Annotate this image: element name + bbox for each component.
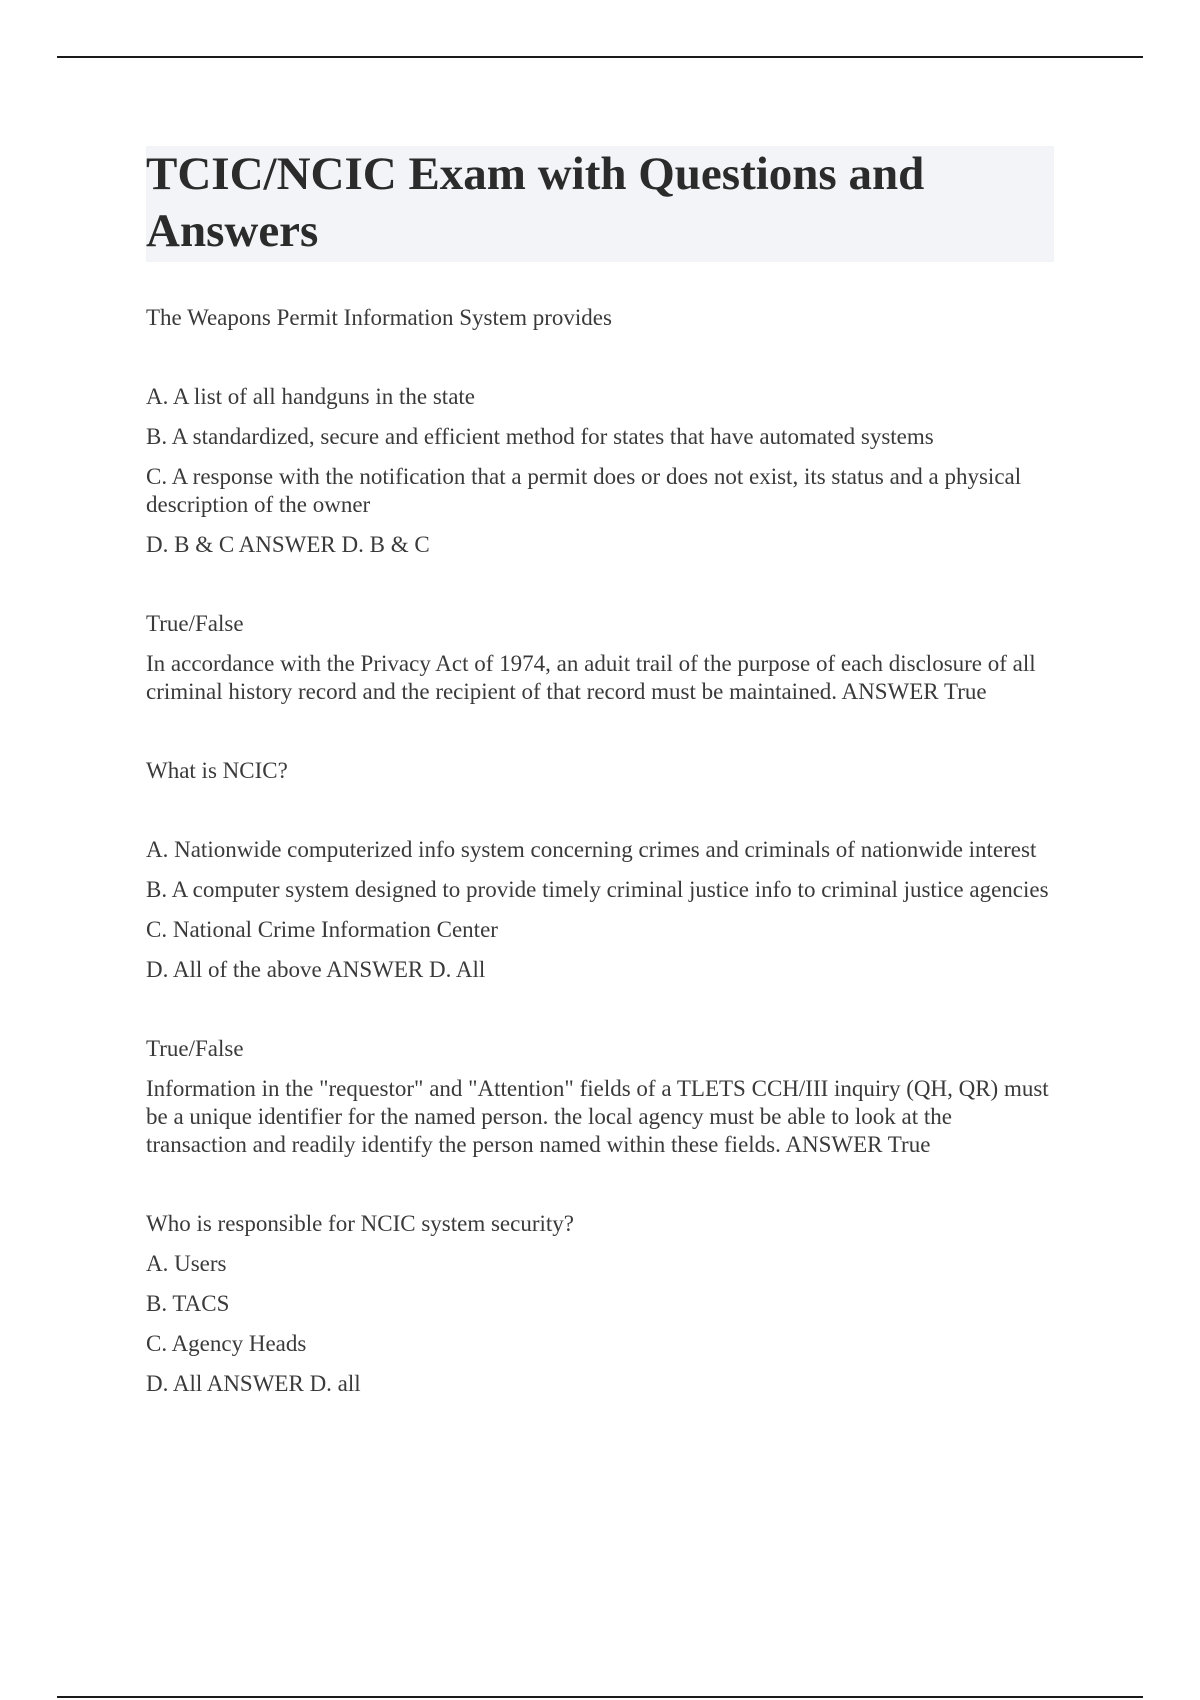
question-3-option-b: B. A computer system designed to provide timely criminal justice info to criminal justice agencies [146,877,1049,902]
question-1-option-c: C. A response with the notification that a permit does or does not exist, its status and a physical description of the owner [146,464,1022,517]
question-1 [146,304,1054,559]
question-1-option-b: B. A standardized, secure and efficient method for states that have automated systems [146,424,934,449]
question-2-body: In accordance with the Privacy Act of 1974, an aduit trail of the purpose of each disclosure of all criminal history record and the recipient of that record must be maintained. ANSWER True [146,651,1036,704]
question-3-option-a: A. Nationwide computerized info system concerning crimes and criminals of nationwide interest [146,837,1037,862]
question-5-prompt: Who is responsible for NCIC system security? [146,1211,574,1236]
question-2 [146,610,1054,706]
top-divider [57,56,1143,58]
question-5-option-c: C. Agency Heads [146,1331,307,1356]
question-4-label: True/False [146,1036,244,1061]
question-3 [146,757,1054,984]
bottom-divider [57,1696,1143,1698]
question-5-option-d: D. All ANSWER D. all [146,1371,361,1396]
question-3-prompt: What is NCIC? [146,758,288,783]
question-1-option-a: A. A list of all handguns in the state [146,384,475,409]
question-3-option-c: C. National Crime Information Center [146,917,498,942]
question-2-label: True/False [146,611,244,636]
title-banner [146,146,1054,262]
question-4 [146,1035,1054,1159]
document-body [146,146,1054,1398]
question-5 [146,1210,1054,1398]
question-1-option-d: D. B & C ANSWER D. B & C [146,532,430,557]
question-5-option-b: B. TACS [146,1291,230,1316]
question-5-option-a: A. Users [146,1251,227,1276]
question-3-option-d: D. All of the above ANSWER D. All [146,957,486,982]
question-4-body: Information in the "requestor" and "Attention" fields of a TLETS CCH/III inquiry (QH, QR) must be a unique identifier for the named person. the local agency must be able to look at the transaction and readily identify the person named within these fields. ANSWER True [146,1076,1049,1157]
question-1-prompt: The Weapons Permit Information System provides [146,305,612,330]
document-title: TCIC/NCIC Exam with Questions and Answers [146,148,925,257]
